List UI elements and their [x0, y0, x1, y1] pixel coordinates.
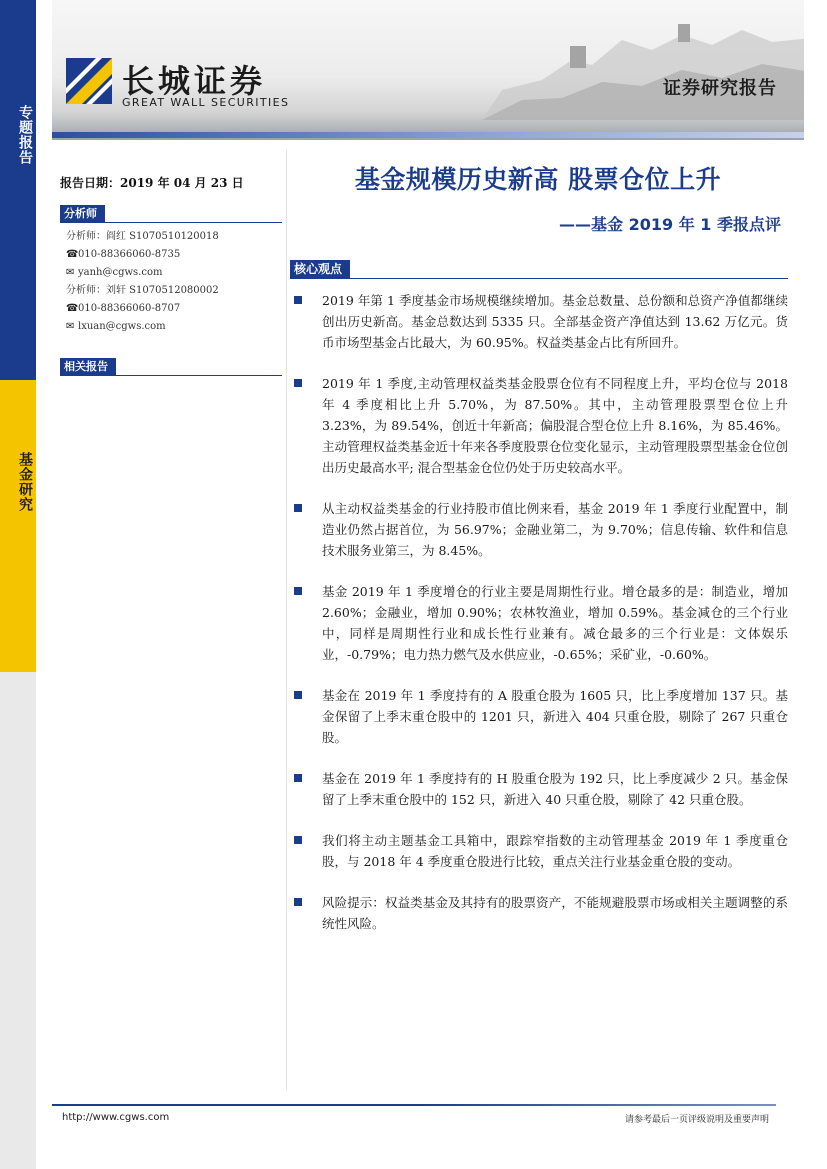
- analyst-phone: 010-88366060-8707: [78, 303, 181, 314]
- square-bullet-icon: [294, 504, 302, 512]
- square-bullet-icon: [294, 774, 302, 782]
- related-reports-rule: [60, 375, 282, 376]
- square-bullet-icon: [294, 587, 302, 595]
- list-item: 我们将主动主题基金工具箱中，跟踪窄指数的主动管理基金 2019 年 1 季度重仓股，与 2018 年 4 季度重仓股进行比较，重点关注行业基金重仓股的变动。: [290, 830, 788, 872]
- logo-chinese-name: 长城证券: [122, 62, 267, 100]
- side-band-blue: [0, 0, 36, 380]
- list-item: 基金在 2019 年 1 季度持有的 A 股重仓股为 1605 只，比上季度增加 137 只。基金保留了上季末重仓股中的 1201 只，新进入 404 只重仓股，剔除了 267 只重仓股。: [290, 685, 788, 748]
- square-bullet-icon: [294, 296, 302, 304]
- analyst-list: [66, 228, 286, 336]
- core-view-list: [290, 290, 788, 954]
- square-bullet-icon: [294, 836, 302, 844]
- great-wall-illustration: [482, 20, 804, 120]
- list-item: 基金在 2019 年 1 季度持有的 H 股重仓股为 192 只，比上季度减少 2 只。基金保留了上季末重仓股中的 152 只，新进入 40 只重仓股，剔除了 42 只重仓股。: [290, 768, 788, 810]
- side-band-grey: [0, 672, 36, 1169]
- side-label-topic-report: 专题报告: [17, 105, 33, 165]
- page-title: 基金规模历史新高 股票仓位上升: [354, 165, 722, 194]
- list-item: 从主动权益类基金的行业持股市值比例来看，基金 2019 年 1 季度行业配置中，制造业仍然占据首位，为 56.97%；金融业第二，为 9.70%；信息传输、软件和信息技术服务业第三，为 8.45%。: [290, 498, 788, 561]
- page-subtitle: ——基金 2019 年 1 季报点评: [559, 215, 781, 234]
- core-view-rule: [290, 278, 788, 279]
- report-date: 报告日期：2019 年 04 月 23 日: [60, 176, 244, 190]
- great-wall-logo-icon: [66, 58, 112, 104]
- list-item: 基金 2019 年 1 季度增仓的行业主要是周期性行业。增仓最多的是：制造业，增加 2.60%；金融业，增加 0.90%；农林牧渔业，增加 0.59%。基金减仓的三个行业中，同样是周期性行业和成长性行业兼有。减仓最多的三个行业是：文体娱乐业，-0.79%；电力热力燃气及水供应业，-0.65%；采矿业，-0.60%。: [290, 581, 788, 665]
- analyst-email[interactable]: lxuan@cgws.com: [78, 321, 166, 332]
- phone-icon: ☎: [66, 303, 79, 314]
- square-bullet-icon: [294, 379, 302, 387]
- email-icon: ✉: [66, 267, 75, 278]
- logo-english-name: GREAT WALL SECURITIES: [122, 96, 290, 109]
- list-item: 2019 年第 1 季度基金市场规模继续增加。基金总数量、总份额和总资产净值都继续创出历史新高。基金总数达到 5335 只。全部基金资产净值达到 13.62 万亿元。货币市场型基金占比最大，为 60.95%。权益类基金占比有所回升。: [290, 290, 788, 353]
- footer-rule: [52, 1104, 776, 1106]
- analyst-name: 分析师：刘轩 S1070512080002: [66, 285, 219, 296]
- analyst-section-label: 分析师: [60, 205, 105, 223]
- analyst-name: 分析师：阎红 S1070510120018: [66, 231, 219, 242]
- email-icon: ✉: [66, 321, 75, 332]
- list-item: 风险提示：权益类基金及其持有的股票资产，不能规避股票市场或相关主题调整的系统性风险。: [290, 892, 788, 934]
- analyst-entry: [66, 228, 286, 282]
- side-band-yellow: [0, 380, 36, 672]
- phone-icon: ☎: [66, 249, 79, 260]
- side-label-fund-research: 基金研究: [17, 452, 33, 512]
- core-view-label: 核心观点: [290, 260, 350, 279]
- analyst-email[interactable]: yanh@cgws.com: [78, 267, 163, 278]
- header-rule: [52, 132, 804, 138]
- analyst-entry: [66, 282, 286, 336]
- list-item: 2019 年 1 季度,主动管理权益类基金股票仓位有不同程度上升，平均仓位与 2018 年 4 季度相比上升 5.70%，为 87.50%。其中，主动管理股票型仓位上升 3.23%，为 89.54%，创近十年新高；偏股混合型仓位上升 8.16%，为 85.46%。主动管理权益类基金近十年来各季度股票仓位变化显示，主动管理股票型基金仓位创出历史最高水平; 混合型基金仓位仍处于历史较高水平。: [290, 373, 788, 478]
- analyst-phone: 010-88366060-8735: [78, 249, 181, 260]
- report-type-label: 证券研究报告: [663, 78, 777, 99]
- square-bullet-icon: [294, 691, 302, 699]
- related-reports-label: 相关报告: [60, 358, 116, 376]
- analyst-section-rule: [60, 222, 282, 223]
- footer-disclaimer-note: 请参考最后一页评级说明及重要声明: [624, 1115, 769, 1125]
- footer-website-link[interactable]: http://www.cgws.com: [62, 1112, 170, 1123]
- column-divider: [286, 150, 287, 1090]
- square-bullet-icon: [294, 898, 302, 906]
